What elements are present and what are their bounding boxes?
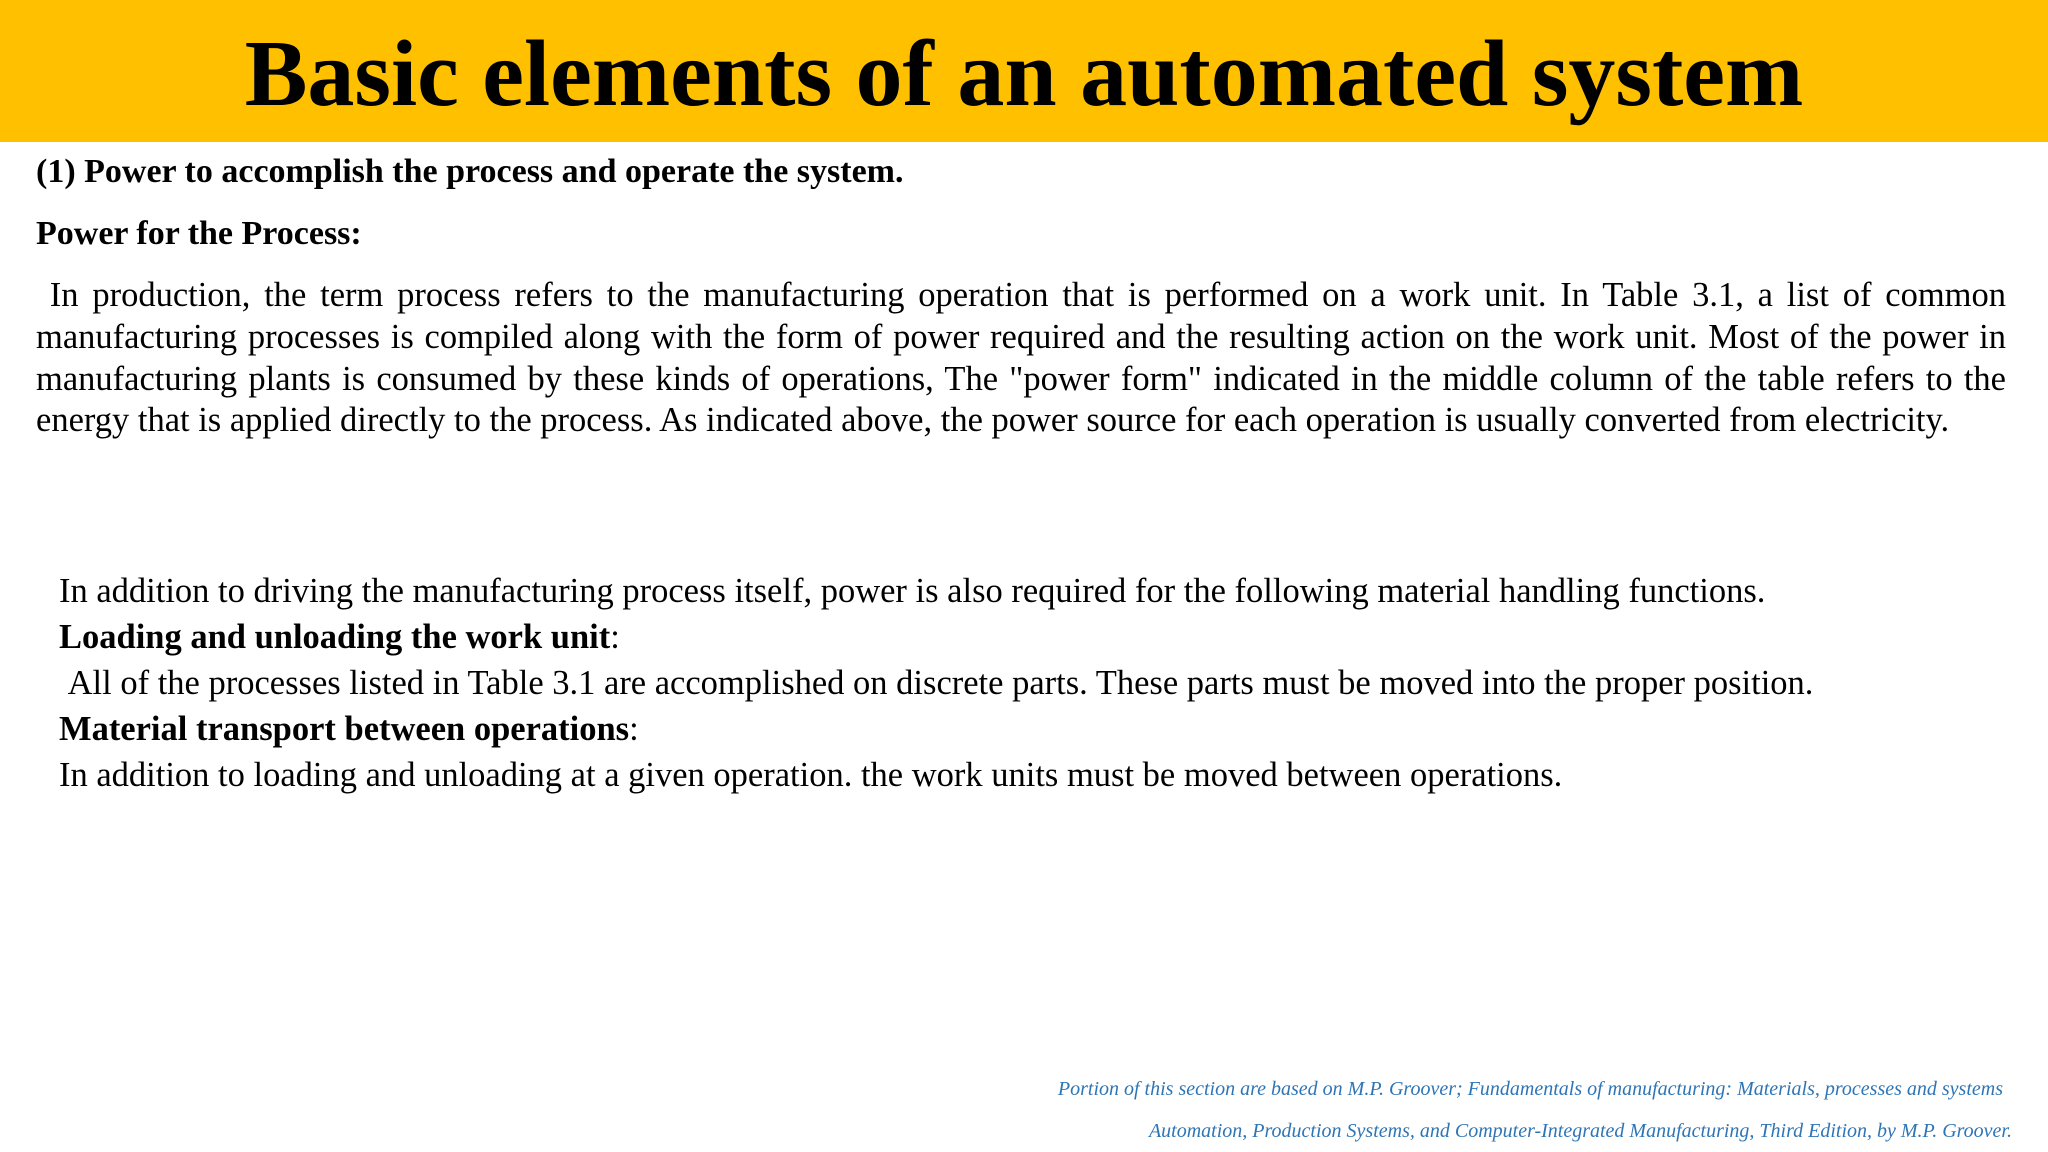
footer-citation-2: Automation, Production Systems, and Computer-Integrated Manufacturing, Third Edition, by M.P. Groover. bbox=[1148, 1120, 2012, 1142]
process-paragraph bbox=[36, 275, 2006, 442]
loading-paragraph bbox=[59, 660, 1991, 706]
transport-heading bbox=[59, 706, 1991, 752]
title-bar bbox=[0, 0, 2048, 142]
transport-label: Material transport between operations bbox=[59, 710, 630, 748]
footer-citation-1: Portion of this section are based on M.P. Groover; Fundamentals of manufacturing: Materials, processes and systems bbox=[1057, 1078, 2003, 1100]
material-handling-block bbox=[59, 568, 1991, 798]
process-paragraph-text: In production, the term process refers to the manufacturing operation that is performed on a work unit. In Table 3.1, a list of common manufacturing processes is compiled along with the form of power required and the resulting action on the work unit. Most of the power in manufacturing plants is consumed by these kinds of operations, The "power form" indicated in the middle column of the table refers to the energy that is applied directly to the process. As indicated above, the power source for each operation is usually converted from electricity. bbox=[36, 276, 2006, 440]
handling-intro: In addition to driving the manufacturing process itself, power is also required for the following material handling functions. bbox=[59, 572, 1766, 610]
loading-colon: : bbox=[610, 618, 620, 656]
loading-label: Loading and unloading the work unit bbox=[59, 618, 611, 656]
loading-text: All of the processes listed in Table 3.1 are accomplished on discrete parts. These parts must be moved into the proper position. bbox=[67, 664, 1814, 702]
loading-heading bbox=[59, 614, 1991, 660]
section-heading: (1) Power to accomplish the process and operate the system. bbox=[36, 153, 904, 190]
slide-title: Basic elements of an automated system bbox=[244, 22, 1804, 126]
transport-colon: : bbox=[629, 710, 639, 748]
section-subheading: Power for the Process: bbox=[36, 215, 362, 252]
transport-text: In addition to loading and unloading at a given operation. the work units must be moved between operations. bbox=[59, 756, 1563, 794]
